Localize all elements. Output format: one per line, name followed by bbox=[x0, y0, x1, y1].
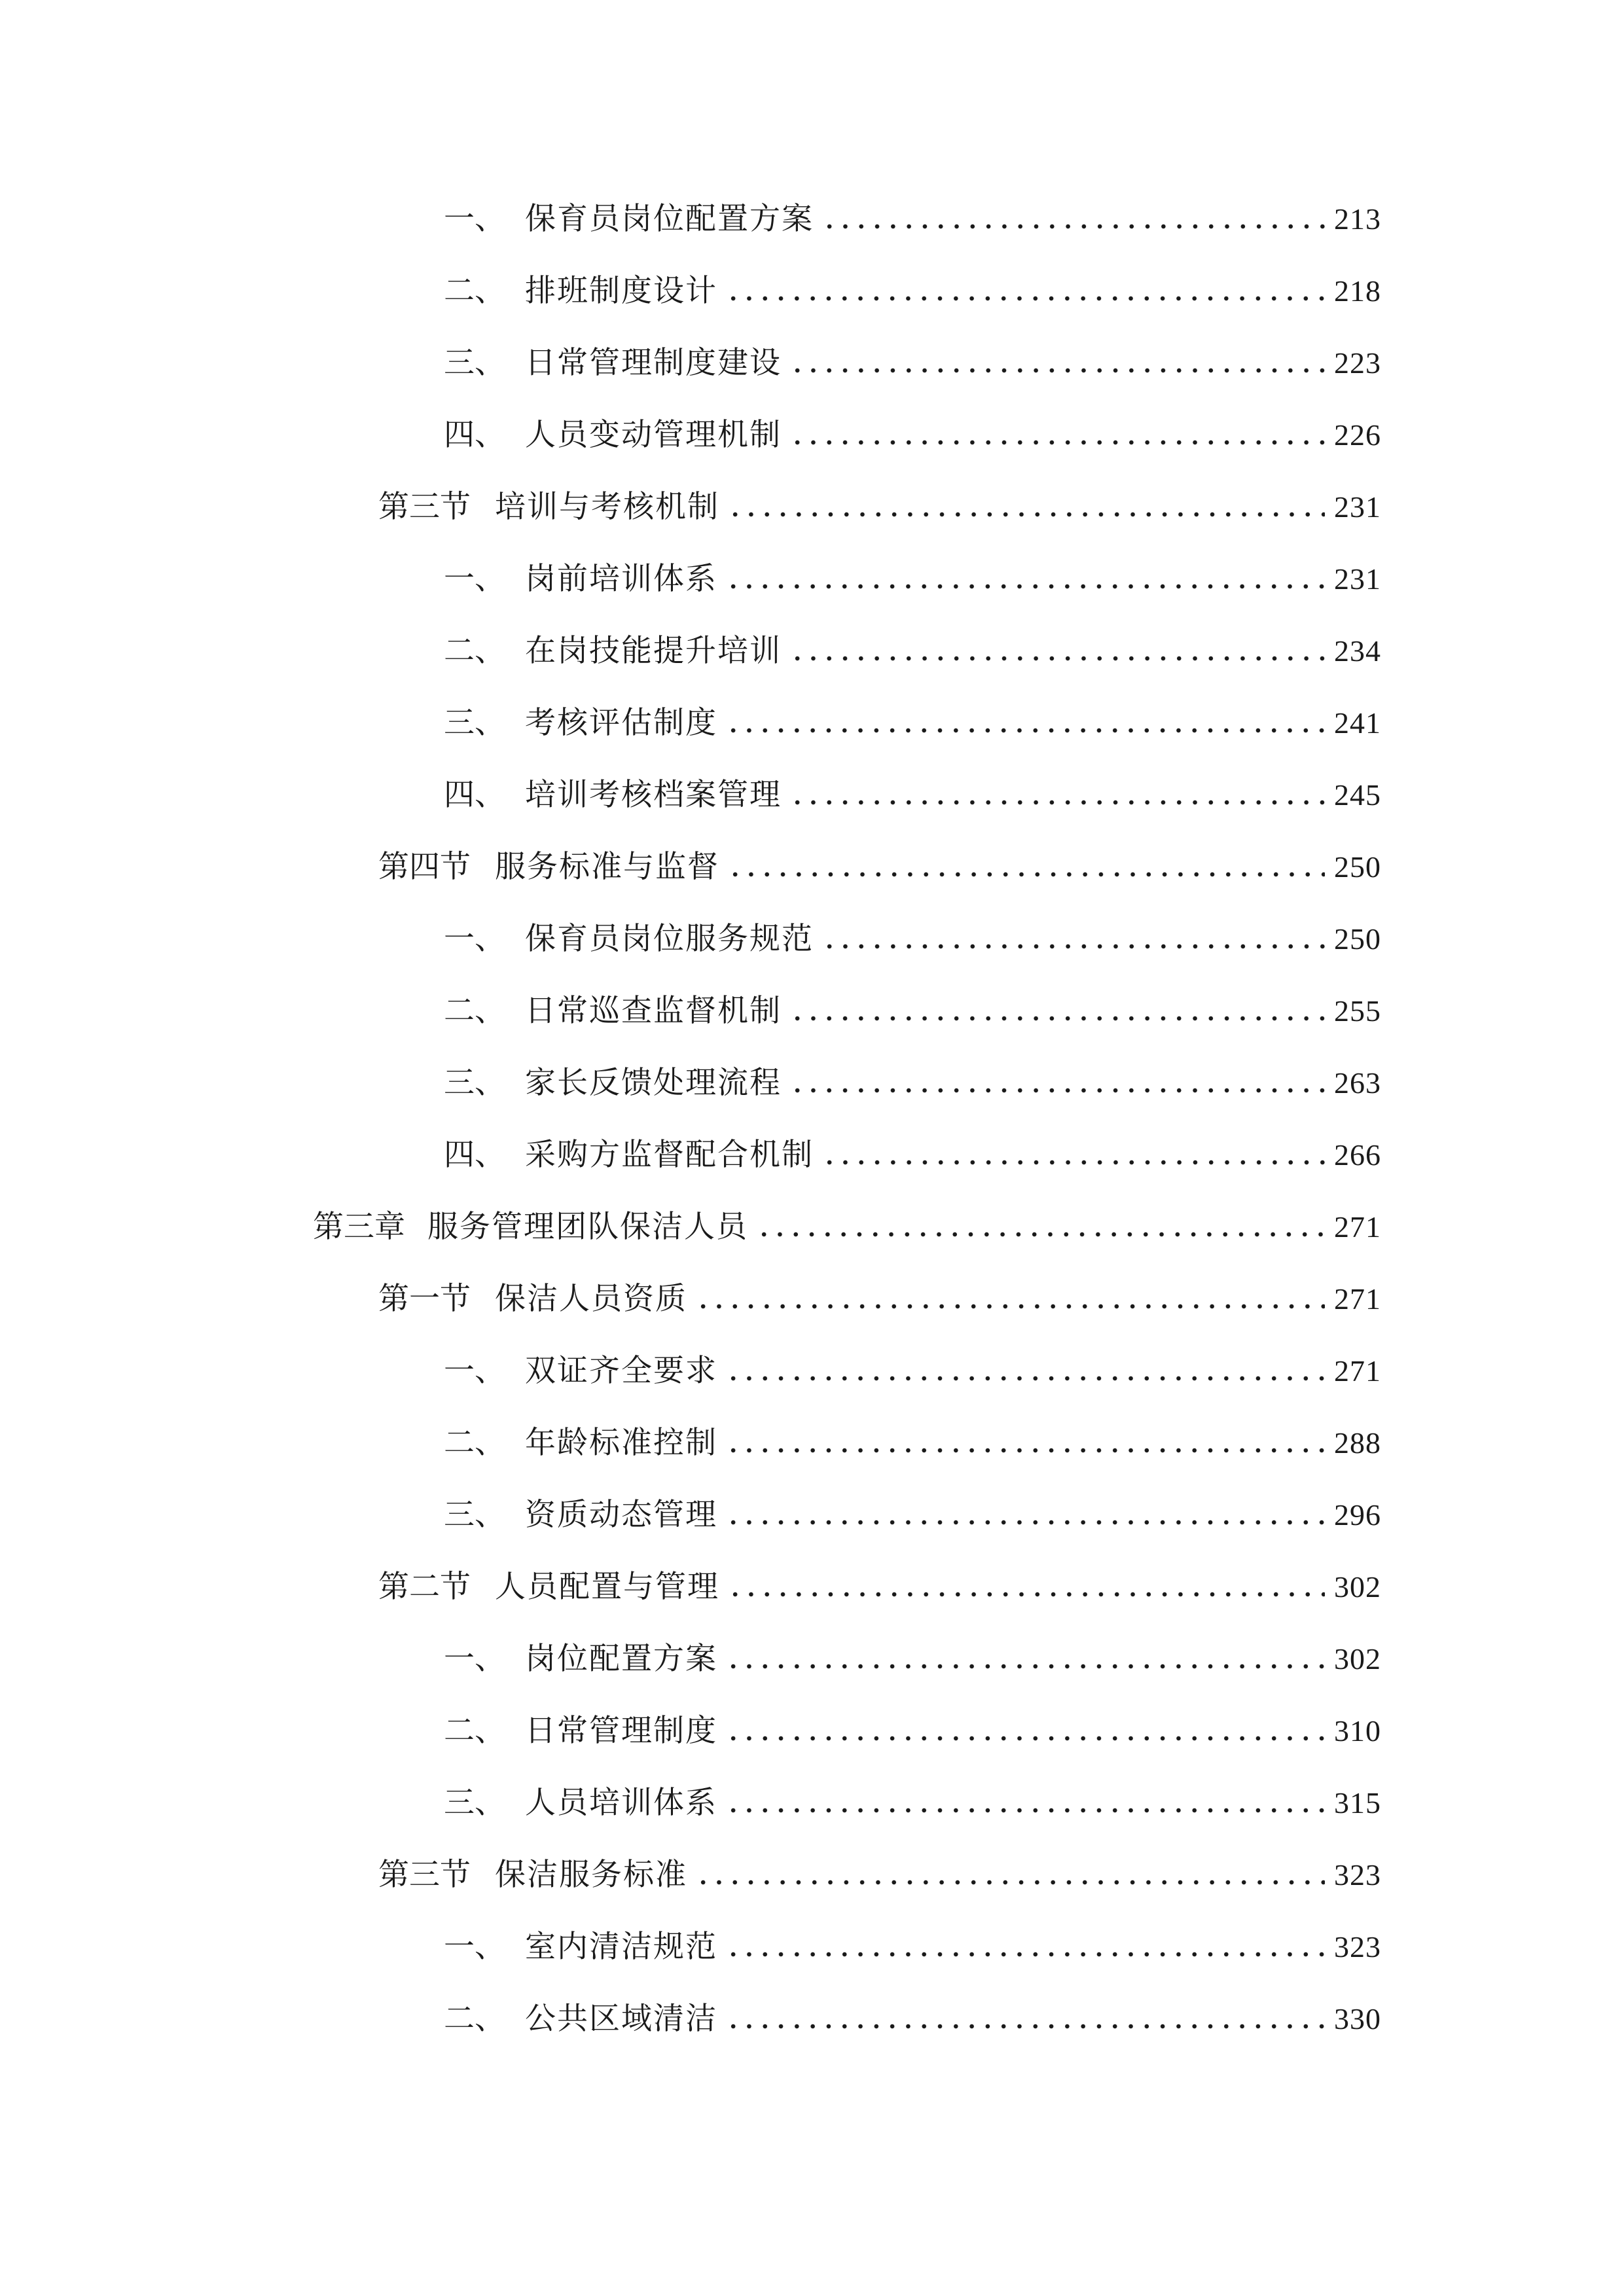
dot-leader bbox=[821, 1158, 1325, 1167]
toc-entry-page: 323 bbox=[1334, 1930, 1381, 1964]
dot-leader bbox=[725, 294, 1325, 303]
toc-entry[interactable] bbox=[444, 1780, 1381, 1826]
toc-entry[interactable] bbox=[444, 1996, 1381, 2042]
toc-entry[interactable] bbox=[378, 484, 1381, 530]
toc-entry[interactable] bbox=[444, 340, 1381, 386]
toc-entry-title: 培训考核档案管理 bbox=[525, 777, 782, 813]
dot-leader bbox=[821, 222, 1325, 231]
toc-entry-number: 三、 bbox=[444, 1497, 505, 1533]
toc-entry-page: 315 bbox=[1334, 1786, 1381, 1820]
toc-entry[interactable] bbox=[444, 1492, 1381, 1538]
toc-entry-page: 263 bbox=[1334, 1066, 1381, 1100]
toc-entry[interactable] bbox=[444, 1636, 1381, 1682]
toc-entry[interactable] bbox=[444, 988, 1381, 1034]
toc-entry-title: 岗位配置方案 bbox=[525, 1641, 717, 1677]
toc-entry[interactable] bbox=[444, 772, 1381, 818]
toc-entry-title: 采购方监督配合机制 bbox=[525, 1137, 814, 1173]
dot-leader bbox=[727, 870, 1325, 879]
toc-entry-page: 271 bbox=[1334, 1210, 1381, 1244]
toc-entry-title: 日常管理制度 bbox=[525, 1713, 717, 1749]
toc-entry-title: 资质动态管理 bbox=[525, 1497, 717, 1533]
dot-leader bbox=[727, 1590, 1325, 1599]
toc-entry-page: 234 bbox=[1334, 634, 1381, 668]
toc-entry-number: 一、 bbox=[444, 1641, 505, 1677]
toc-entry-number: 二、 bbox=[444, 633, 505, 669]
toc-entry-page: 271 bbox=[1334, 1354, 1381, 1388]
toc-entry-number: 二、 bbox=[444, 1425, 505, 1461]
toc-entry-number: 一、 bbox=[444, 921, 505, 957]
toc-entry-page: 266 bbox=[1334, 1138, 1381, 1172]
toc-entry-title: 日常巡查监督机制 bbox=[525, 993, 782, 1029]
toc-entry-title: 双证齐全要求 bbox=[525, 1353, 717, 1389]
toc-entry-number: 第一节 bbox=[378, 1281, 471, 1317]
toc-entry-title: 岗前培训体系 bbox=[525, 561, 717, 597]
toc-entry-title: 公共区域清洁 bbox=[525, 2001, 717, 2037]
toc-entry-title: 保洁人员资质 bbox=[495, 1281, 687, 1317]
dot-leader bbox=[789, 1086, 1325, 1095]
toc-entry-page: 330 bbox=[1334, 2002, 1381, 2036]
dot-leader bbox=[725, 1446, 1325, 1455]
toc-entry-number: 一、 bbox=[444, 1929, 505, 1965]
toc-entry-title: 年龄标准控制 bbox=[525, 1425, 717, 1461]
dot-leader bbox=[789, 366, 1325, 375]
toc-entry[interactable] bbox=[444, 700, 1381, 746]
toc-entry-page: 288 bbox=[1334, 1426, 1381, 1460]
dot-leader bbox=[789, 654, 1325, 663]
toc-entry-title: 服务标准与监督 bbox=[495, 849, 719, 885]
dot-leader bbox=[725, 2022, 1325, 2031]
toc-entry[interactable] bbox=[444, 1420, 1381, 1466]
toc-entry-title: 服务管理团队保洁人员 bbox=[427, 1209, 748, 1245]
dot-leader bbox=[725, 1950, 1325, 1959]
toc-entry-number: 三、 bbox=[444, 1785, 505, 1821]
dot-leader bbox=[725, 1662, 1325, 1671]
toc-entry-title: 保育员岗位配置方案 bbox=[525, 201, 814, 237]
toc-entry-number: 第四节 bbox=[378, 849, 471, 885]
dot-leader bbox=[725, 1518, 1325, 1527]
toc-entry-page: 245 bbox=[1334, 778, 1381, 812]
toc-entry-page: 241 bbox=[1334, 706, 1381, 740]
toc-entry-page: 310 bbox=[1334, 1714, 1381, 1748]
toc-entry-page: 226 bbox=[1334, 418, 1381, 452]
toc-entry[interactable] bbox=[444, 268, 1381, 314]
toc-entry-title: 保育员岗位服务规范 bbox=[525, 921, 814, 957]
dot-leader bbox=[725, 726, 1325, 735]
toc-entry-number: 二、 bbox=[444, 273, 505, 309]
toc-entry-number: 四、 bbox=[444, 1137, 505, 1173]
toc-entry-page: 271 bbox=[1334, 1282, 1381, 1316]
toc-entry[interactable] bbox=[378, 1852, 1381, 1898]
toc-entry[interactable] bbox=[444, 196, 1381, 242]
toc-entry[interactable] bbox=[444, 1132, 1381, 1178]
toc-entry-page: 302 bbox=[1334, 1642, 1381, 1676]
toc-entry-number: 一、 bbox=[444, 561, 505, 597]
dot-leader bbox=[789, 438, 1325, 447]
toc-entry-page: 255 bbox=[1334, 994, 1381, 1028]
toc-entry-title: 考核评估制度 bbox=[525, 705, 717, 741]
toc-entry-number: 三、 bbox=[444, 1065, 505, 1101]
toc-entry-title: 人员配置与管理 bbox=[495, 1569, 719, 1605]
toc-entry-title: 室内清洁规范 bbox=[525, 1929, 717, 1965]
toc-entry-number: 第三章 bbox=[313, 1209, 405, 1245]
toc-entry-number: 二、 bbox=[444, 1713, 505, 1749]
toc-entry-page: 323 bbox=[1334, 1858, 1381, 1892]
toc-entry-title: 人员培训体系 bbox=[525, 1785, 717, 1821]
dot-leader bbox=[727, 510, 1325, 519]
toc-entry-page: 223 bbox=[1334, 346, 1381, 380]
toc-entry-page: 218 bbox=[1334, 274, 1381, 308]
toc-entry-title: 培训与考核机制 bbox=[495, 489, 719, 525]
toc-entry[interactable] bbox=[444, 916, 1381, 962]
toc-entry-number: 三、 bbox=[444, 705, 505, 741]
toc-entry-page: 296 bbox=[1334, 1498, 1381, 1532]
toc-entry-title: 保洁服务标准 bbox=[495, 1857, 687, 1893]
toc-entry[interactable] bbox=[444, 1060, 1381, 1106]
toc-entry-number: 三、 bbox=[444, 345, 505, 381]
toc-entry-number: 一、 bbox=[444, 1353, 505, 1389]
toc-entry-number: 一、 bbox=[444, 201, 505, 237]
toc-entry-page: 213 bbox=[1334, 202, 1381, 236]
dot-leader bbox=[695, 1302, 1325, 1311]
toc-entry-page: 250 bbox=[1334, 922, 1381, 956]
dot-leader bbox=[821, 942, 1325, 951]
toc-entry[interactable] bbox=[444, 628, 1381, 674]
toc-entry[interactable] bbox=[444, 1708, 1381, 1754]
toc-entry-number: 第三节 bbox=[378, 489, 471, 525]
dot-leader bbox=[725, 1374, 1325, 1383]
dot-leader bbox=[695, 1878, 1325, 1887]
dot-leader bbox=[789, 798, 1325, 807]
toc-entry-title: 日常管理制度建设 bbox=[525, 345, 782, 381]
dot-leader bbox=[725, 582, 1325, 591]
toc-entry-number: 第二节 bbox=[378, 1569, 471, 1605]
toc-entry-page: 231 bbox=[1334, 562, 1381, 596]
toc-entry-page: 302 bbox=[1334, 1570, 1381, 1604]
toc-entry[interactable] bbox=[444, 1924, 1381, 1970]
toc-entry[interactable] bbox=[444, 556, 1381, 602]
dot-leader bbox=[789, 1014, 1325, 1023]
toc-entry[interactable] bbox=[378, 1276, 1381, 1322]
dot-leader bbox=[725, 1734, 1325, 1743]
toc-entry[interactable] bbox=[313, 1204, 1381, 1250]
toc-entry-title: 排班制度设计 bbox=[525, 273, 717, 309]
toc-entry-number: 四、 bbox=[444, 777, 505, 813]
toc-entry[interactable] bbox=[378, 1564, 1381, 1610]
toc-entry-title: 家长反馈处理流程 bbox=[525, 1065, 782, 1101]
dot-leader bbox=[725, 1806, 1325, 1815]
toc-entry-number: 二、 bbox=[444, 993, 505, 1029]
dot-leader bbox=[756, 1230, 1325, 1239]
toc-entry-number: 四、 bbox=[444, 417, 505, 453]
toc-entry-number: 二、 bbox=[444, 2001, 505, 2037]
toc-entry-page: 250 bbox=[1334, 850, 1381, 884]
toc-entry-page: 231 bbox=[1334, 490, 1381, 524]
toc-entry-title: 在岗技能提升培训 bbox=[525, 633, 782, 669]
toc-entry-number: 第三节 bbox=[378, 1857, 471, 1893]
toc-entry[interactable] bbox=[378, 844, 1381, 890]
toc-entry-title: 人员变动管理机制 bbox=[525, 417, 782, 453]
toc-entry[interactable] bbox=[444, 1348, 1381, 1394]
toc-entry[interactable] bbox=[444, 412, 1381, 458]
